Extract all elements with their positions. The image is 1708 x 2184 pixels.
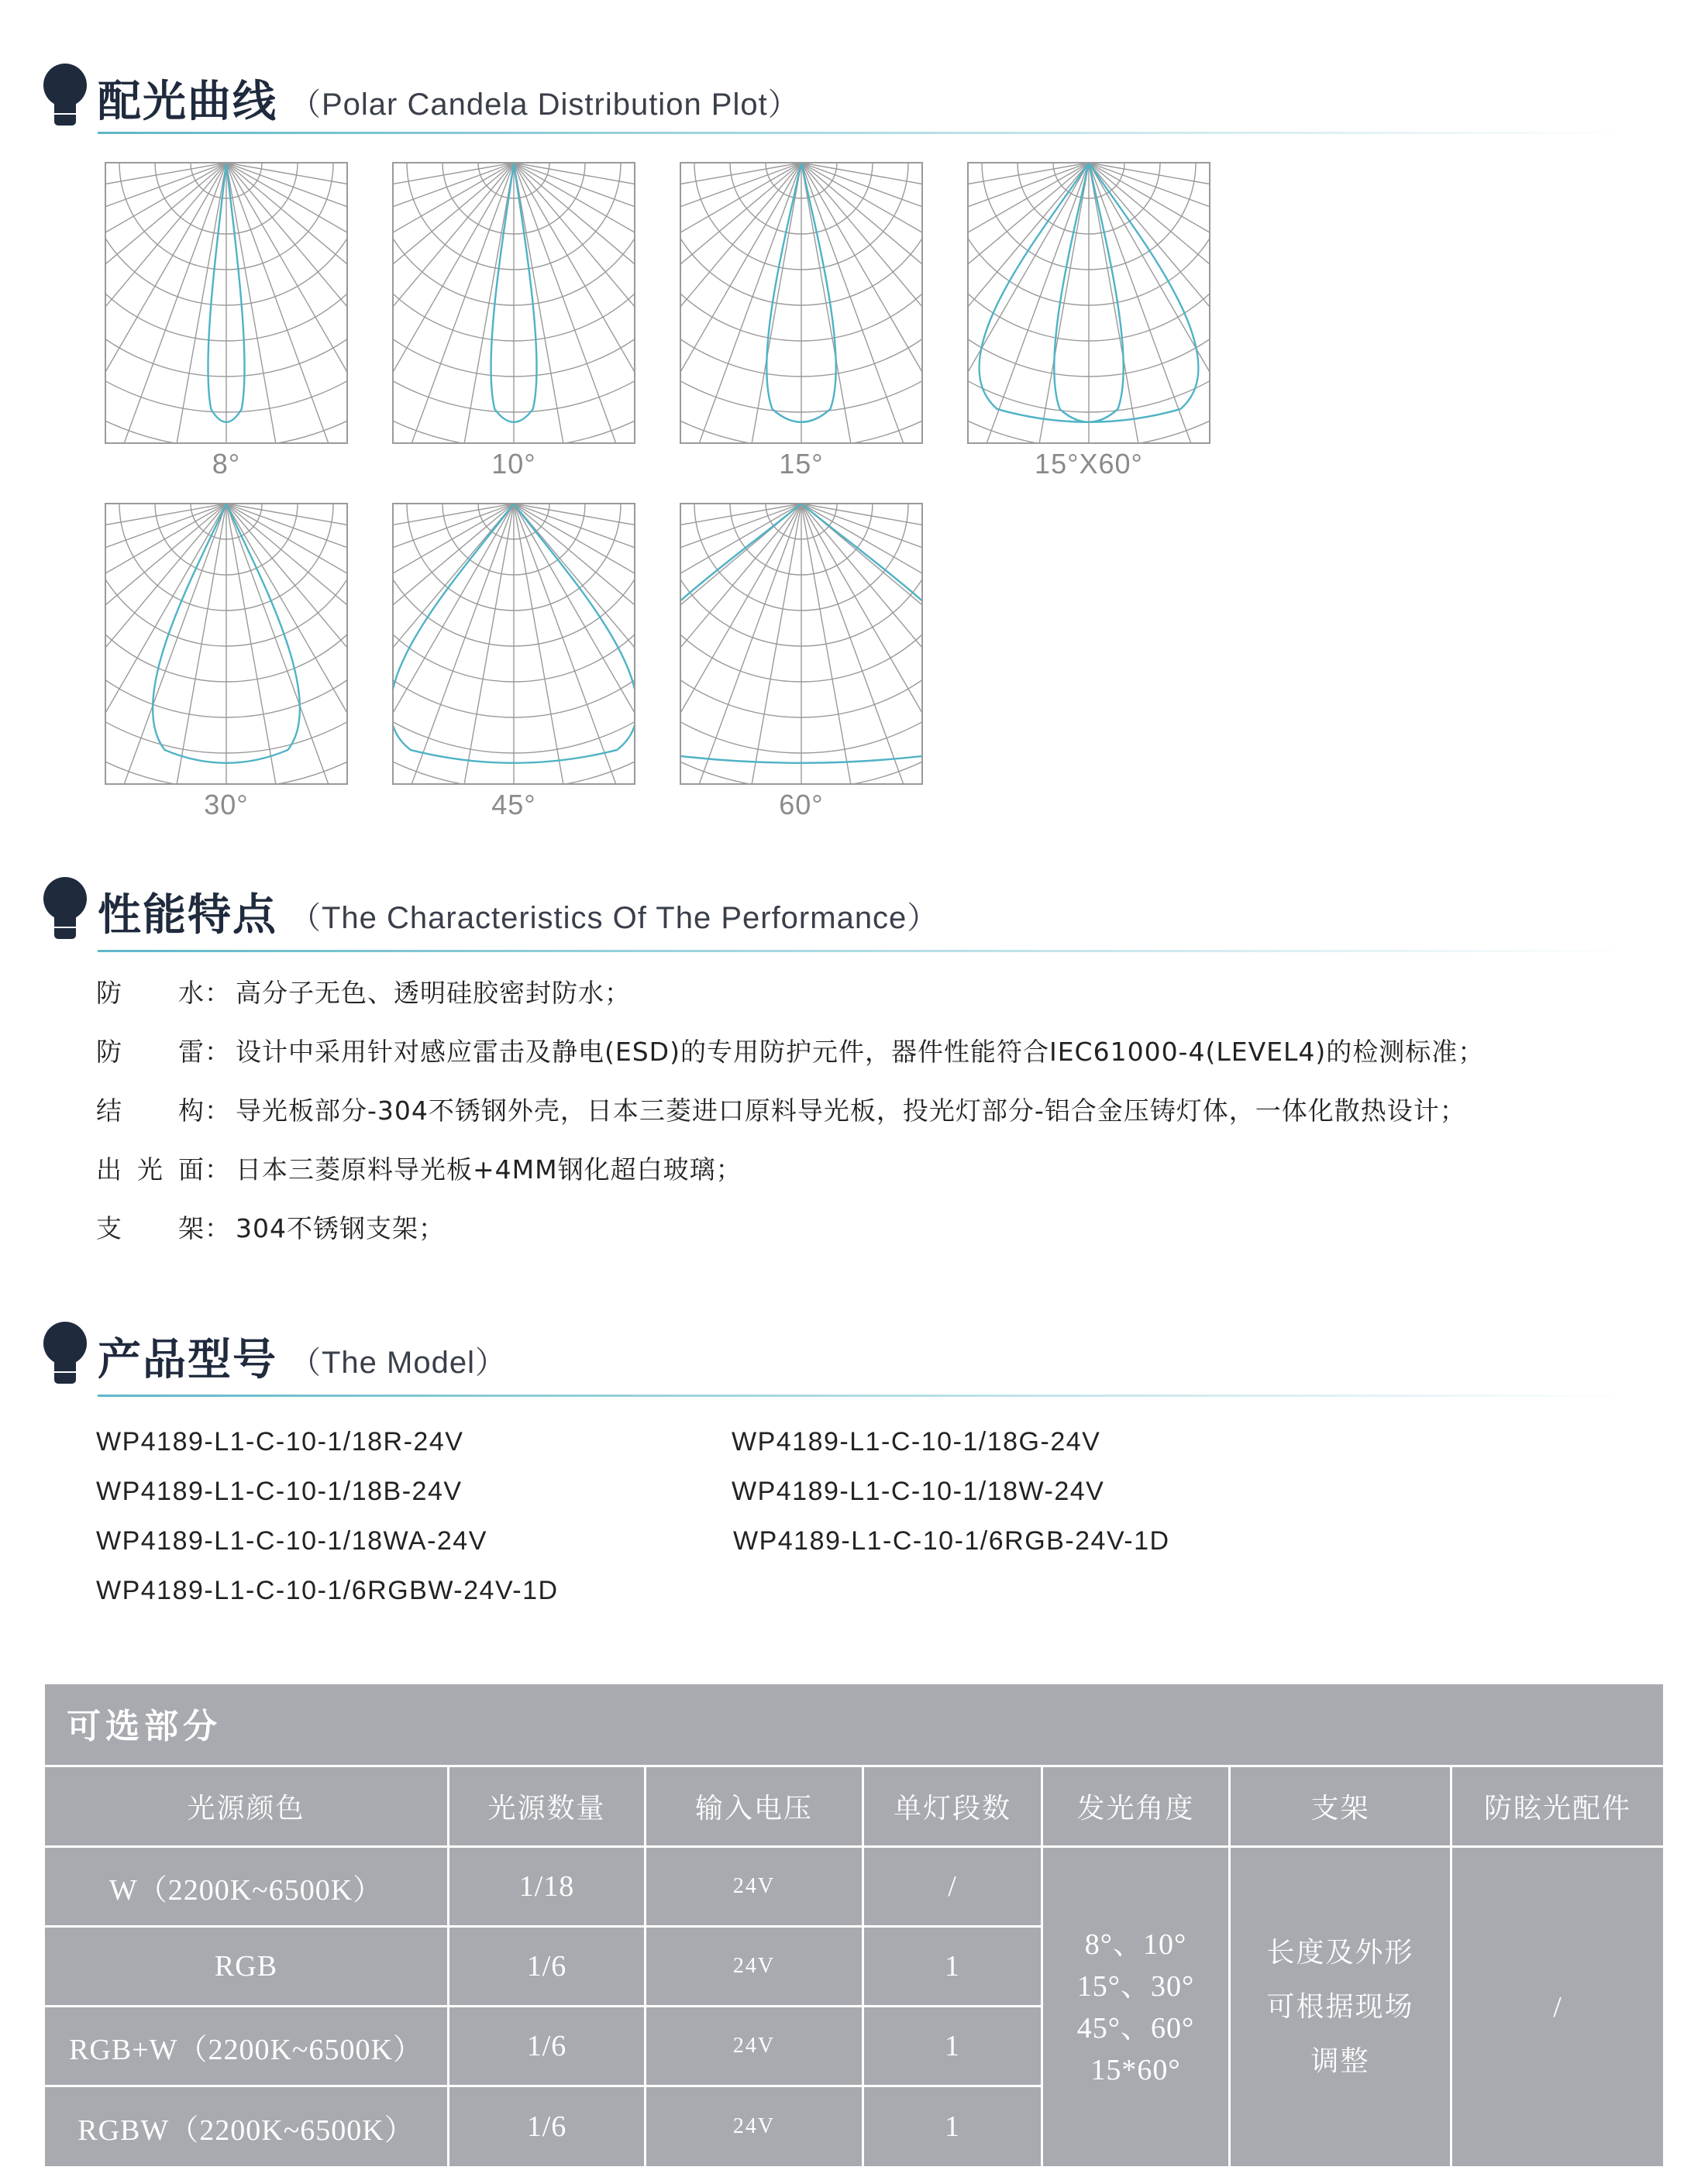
features-title-en: （The Characteristics Of The Performance）	[290, 901, 939, 935]
options-title: 可选部分	[67, 1707, 222, 1746]
polar-divider	[98, 132, 1632, 134]
header-cell: 防眩光配件	[1483, 1793, 1631, 1825]
angle-line: 45°、60°	[1076, 2011, 1195, 2045]
qty-cell: 1/18	[518, 1870, 575, 1903]
polar-plot-label: 15°X60°	[1035, 448, 1143, 480]
model-item: WP4189-L1-C-10-1/18R-24V	[96, 1427, 464, 1457]
model-divider	[98, 1395, 1632, 1397]
feature-line: 出光面： 日本三菱原料导光板+4MM钢化超白玻璃；	[96, 1150, 742, 1186]
segments-cell: /	[948, 1870, 957, 1903]
features-title-cn: 性能特点	[98, 890, 277, 941]
feature-text: 日本三菱原料导光板+4MM钢化超白玻璃；	[236, 1154, 742, 1185]
feature-key: 防水	[96, 978, 205, 1008]
polar-plot-svg	[679, 502, 924, 786]
bracket-cell	[1231, 1848, 1450, 2166]
feature-text: 导光板部分-304不锈钢外壳，日本三菱进口原料导光板，投光灯部分-铝合金压铸灯体，一体化散热设计；	[236, 1095, 1466, 1126]
polar-plot	[679, 502, 924, 820]
angle-line: 8°、10°	[1084, 1928, 1187, 1961]
model-item: WP4189-L1-C-10-1/18W-24V	[732, 1477, 1105, 1506]
header-cell: 单灯段数	[893, 1793, 1011, 1825]
qty-cell: 1/6	[526, 1950, 567, 1983]
antiglare-cell: /	[1553, 1990, 1562, 2024]
model-item: WP4189-L1-C-10-1/18G-24V	[732, 1427, 1101, 1457]
color-cell: W（2200K~6500K）	[108, 1873, 384, 1907]
angle-cell	[1043, 1848, 1228, 2166]
polar-plot-svg	[104, 161, 349, 445]
polar-plot	[104, 502, 349, 820]
polar-title-en: （Polar Candela Distribution Plot）	[290, 88, 800, 122]
bulb-icon	[43, 64, 87, 127]
model-item: WP4189-L1-C-10-1/18B-24V	[96, 1477, 463, 1506]
bracket-line: 长度及外形	[1266, 1936, 1414, 1969]
color-cell: RGBW（2200K~6500K）	[77, 2113, 415, 2147]
feature-text: 高分子无色、透明硅胶密封防水；	[236, 978, 631, 1008]
polar-plot-svg	[104, 502, 349, 786]
qty-cell: 1/6	[526, 2030, 567, 2062]
polar-plot	[104, 161, 349, 480]
segments-cell: 1	[945, 1950, 960, 1983]
polar-plot	[391, 502, 636, 820]
model-item: WP4189-L1-C-10-1/6RGBW-24V-1D	[96, 1576, 559, 1605]
bulb-icon	[43, 1322, 87, 1385]
polar-plot	[679, 161, 924, 480]
polar-title-cn: 配光曲线	[98, 77, 277, 127]
polar-plot-label: 15°	[779, 448, 824, 480]
header-cell: 输入电压	[694, 1793, 813, 1825]
polar-plot-svg	[391, 161, 636, 445]
voltage-cell: 24V	[732, 2114, 776, 2138]
model-title-en: （The Model）	[290, 1346, 507, 1380]
feature-line: 支架： 304不锈钢支架；	[96, 1209, 445, 1245]
header-cell: 发光角度	[1076, 1793, 1195, 1825]
voltage-cell: 24V	[732, 1874, 776, 1898]
segments-cell: 1	[945, 2030, 960, 2062]
bulb-icon	[43, 877, 87, 941]
qty-cell: 1/6	[526, 2110, 567, 2143]
polar-plot	[966, 161, 1211, 480]
polar-plot-label: 30°	[204, 789, 249, 820]
polar-plot	[391, 161, 636, 480]
feature-line: 结构： 导光板部分-304不锈钢外壳，日本三菱进口原料导光板，投光灯部分-铝合金压铸灯体，一体化散热设计；	[96, 1091, 1466, 1127]
voltage-cell: 24V	[732, 2034, 776, 2058]
angle-line: 15°、30°	[1076, 1969, 1195, 2003]
bracket-line: 调整	[1310, 2045, 1370, 2077]
header-cell: 光源颜色	[187, 1793, 305, 1825]
feature-text: 304不锈钢支架；	[236, 1213, 445, 1243]
header-cell: 光源数量	[487, 1793, 606, 1825]
model-item: WP4189-L1-C-10-1/6RGB-24V-1D	[733, 1526, 1170, 1556]
feature-text: 设计中采用针对感应雷击及静电(ESD)的专用防护元件，器件性能符合IEC61000-4(LEVEL4)的检测标准；	[236, 1037, 1485, 1067]
header-cell: 支架	[1310, 1793, 1370, 1825]
color-cell: RGB	[214, 1950, 278, 1983]
voltage-cell: 24V	[732, 1954, 776, 1978]
bracket-line: 可根据现场	[1266, 1990, 1414, 2023]
feature-key: 支架	[96, 1213, 205, 1243]
model-item: WP4189-L1-C-10-1/18WA-24V	[96, 1526, 487, 1556]
segments-cell: 1	[945, 2110, 960, 2143]
angle-line: 15*60°	[1090, 2053, 1181, 2086]
feature-line: 防雷： 设计中采用针对感应雷击及静电(ESD)的专用防护元件，器件性能符合IEC61000-4(LEVEL4)的检测标准；	[96, 1032, 1484, 1068]
model-title-cn: 产品型号	[98, 1335, 277, 1385]
polar-plot-svg	[679, 161, 924, 445]
features-section-header	[43, 877, 938, 941]
feature-key: 出光面	[96, 1154, 205, 1185]
polar-plot-label: 8°	[212, 448, 241, 480]
polar-plot-label: 45°	[491, 789, 536, 820]
polar-plot-label: 10°	[491, 448, 536, 480]
polar-plot-label: 60°	[779, 789, 824, 820]
polar-plot-svg	[966, 161, 1211, 445]
feature-key: 结构	[96, 1095, 205, 1126]
features-divider	[98, 950, 1632, 952]
feature-key: 防雷	[96, 1037, 205, 1067]
feature-line: 防水： 高分子无色、透明硅胶密封防水；	[96, 973, 631, 1009]
model-section-header	[43, 1322, 507, 1385]
color-cell: RGB+W（2200K~6500K）	[69, 2033, 423, 2066]
polar-plot-svg	[391, 502, 636, 786]
polar-section-header	[43, 64, 800, 127]
